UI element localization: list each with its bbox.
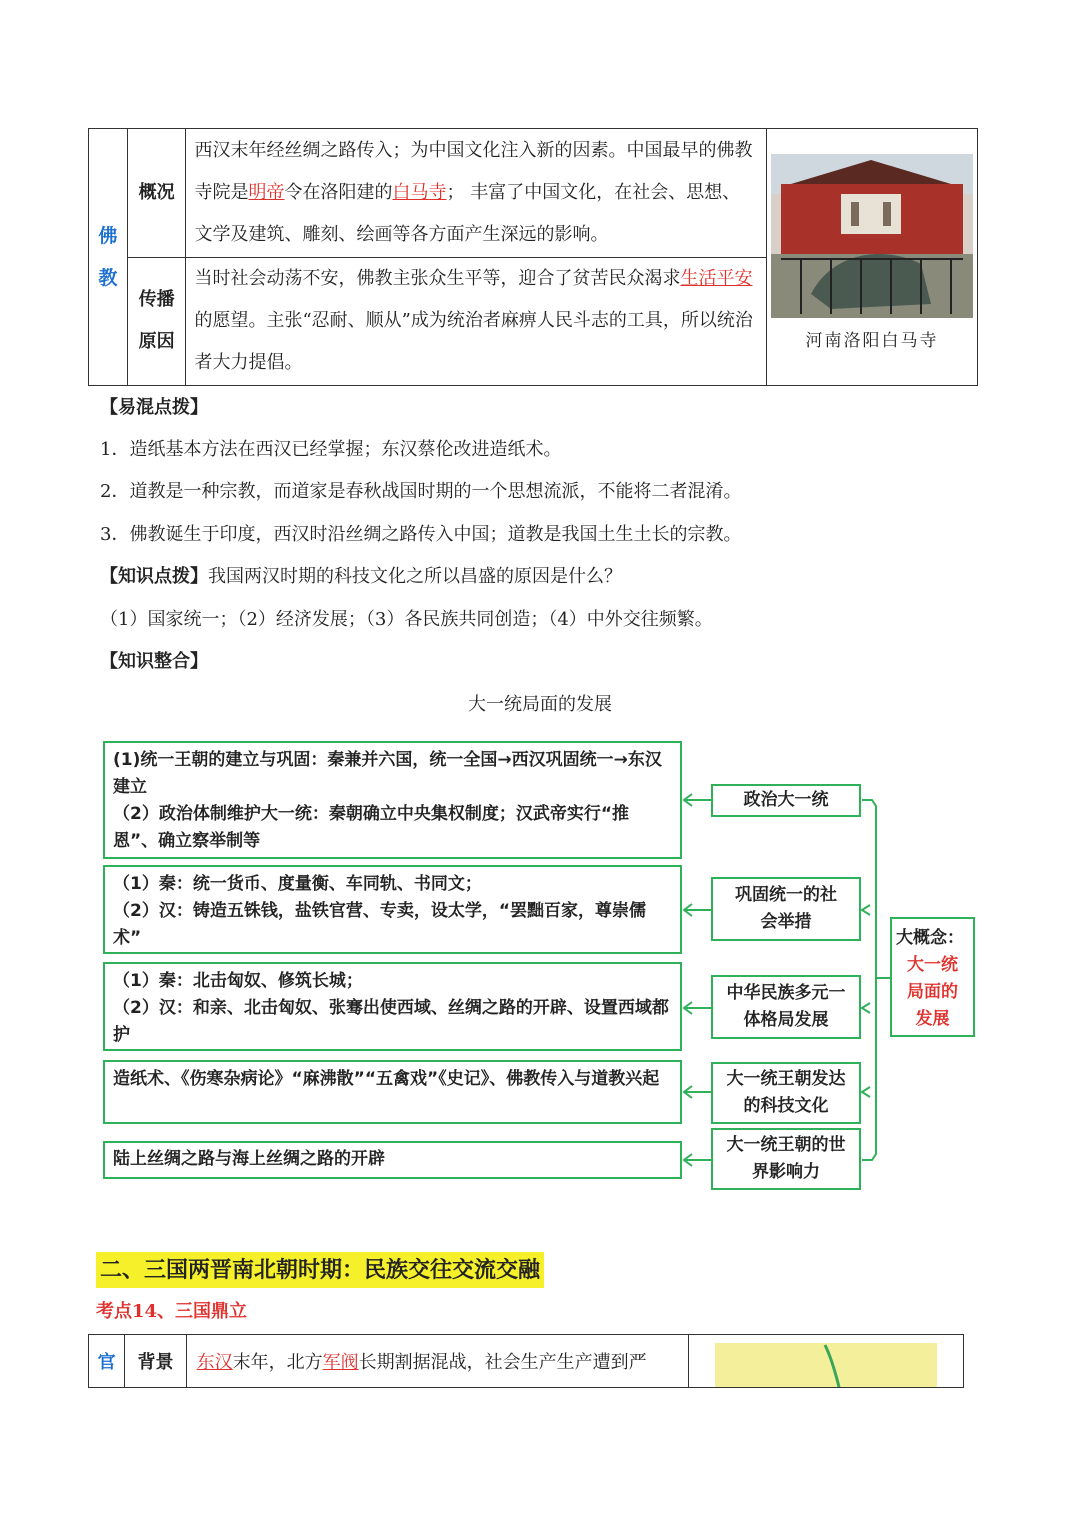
knowledge-answer: （1）国家统一；（2）经济发展；（3）各民族共同创造；（4）中外交往频繁。: [100, 609, 713, 630]
category-label: 佛教: [98, 224, 118, 289]
big-concept-label: 大概念：: [896, 928, 964, 948]
left-box-ethnic-relations: （1）秦：北击匈奴、修筑长城； （2）汉：和亲、北击匈奴、张骞出使西域、丝绸之路的开辟、设置西域都护: [103, 962, 682, 1051]
category-cell: 官: [89, 1335, 125, 1388]
image-cell: [689, 1335, 964, 1388]
middle-box-ethnic-pattern: 中华民族多元一体格局发展: [711, 975, 861, 1039]
overview-text: 西汉末年经丝绸之路传入；为中国文化注入新的因素。中国最早的佛教寺院是明帝令在洛阳建的白马寺； 丰富了中国文化，在社会、思想、文学及建筑、雕刻、绘画等各方面产生深远的影响。: [186, 129, 767, 258]
big-concept-value: 大一统局面的发展: [907, 955, 958, 1029]
row-label-background: 背景: [125, 1335, 186, 1388]
confusion-heading: 【易混点拨】: [100, 397, 208, 418]
confusion-item-2: 2．道教是一种宗教，而道家是春秋战国时期的一个思想流派，不能将二者混淆。: [100, 481, 742, 502]
red-term: 军阀: [322, 1352, 359, 1373]
row-label-overview: 概况: [127, 129, 186, 258]
left-box-politics: (1)统一王朝的建立与巩固：秦兼并六国，统一全国→西汉巩固统一→东汉建立 （2）政治体制维护大一统：秦朝确立中央集权制度；汉武帝实行“推恩”、确立察举制等: [103, 741, 682, 859]
diagram-title: 大一统局面的发展: [468, 694, 612, 715]
integration-heading: 【知识整合】: [100, 651, 208, 672]
row-label-reason: 传播原因: [127, 257, 186, 386]
knowledge-tip: 【知识点拨】我国两汉时期的科技文化之所以昌盛的原因是什么？: [100, 566, 622, 587]
section-heading: 二、三国两晋南北朝时期：民族交往交流交融: [96, 1252, 544, 1288]
red-term: 明帝: [248, 181, 285, 203]
confusion-item-1: 1．造纸基本方法在西汉已经掌握；东汉蔡伦改进造纸术。: [100, 439, 562, 460]
middle-box-social-measures: 巩固统一的社会举措: [711, 877, 861, 941]
left-box-science-culture: 造纸术、《伤寒杂病论》“麻沸散”“五禽戏”《史记》、佛教传入与道教兴起: [103, 1060, 682, 1124]
exam-point-heading: 考点14、三国鼎立: [96, 1301, 248, 1322]
red-term: 东汉: [196, 1352, 233, 1373]
three-kingdoms-table: [88, 1334, 964, 1388]
background-text: 东汉末年，北方军阀长期割据混战，社会生产生产遭到严: [186, 1335, 688, 1388]
map-image: [689, 1335, 963, 1387]
middle-box-political-unity: 政治大一统: [711, 784, 861, 817]
middle-box-world-influence: 大一统王朝的世界影响力: [711, 1128, 861, 1190]
big-concept-box: [890, 917, 975, 1037]
image-caption: 河南洛阳白马寺: [805, 331, 939, 351]
red-term: 白马寺: [392, 181, 447, 203]
reason-text: 当时社会动荡不安，佛教主张众生平等，迎合了贫苦民众渴求生活平安的愿望。主张“忍耐、顺从”成为统治者麻痹人民斗志的工具，所以统治者大力提倡。: [186, 257, 767, 386]
middle-box-science-culture: 大一统王朝发达的科技文化: [711, 1062, 861, 1124]
red-term: 生活平安: [680, 268, 753, 290]
left-box-silk-road: 陆上丝绸之路与海上丝绸之路的开辟: [103, 1141, 682, 1179]
left-box-social-measures: （1）秦：统一货币、度量衡、车同轨、书同文； （2）汉：铸造五铢钱，盐铁官营、专卖，设太学，“罢黜百家，尊崇儒术”: [103, 865, 682, 954]
confusion-item-3: 3．佛教诞生于印度，西汉时沿丝绸之路传入中国；道教是我国土生土长的宗教。: [100, 524, 742, 545]
